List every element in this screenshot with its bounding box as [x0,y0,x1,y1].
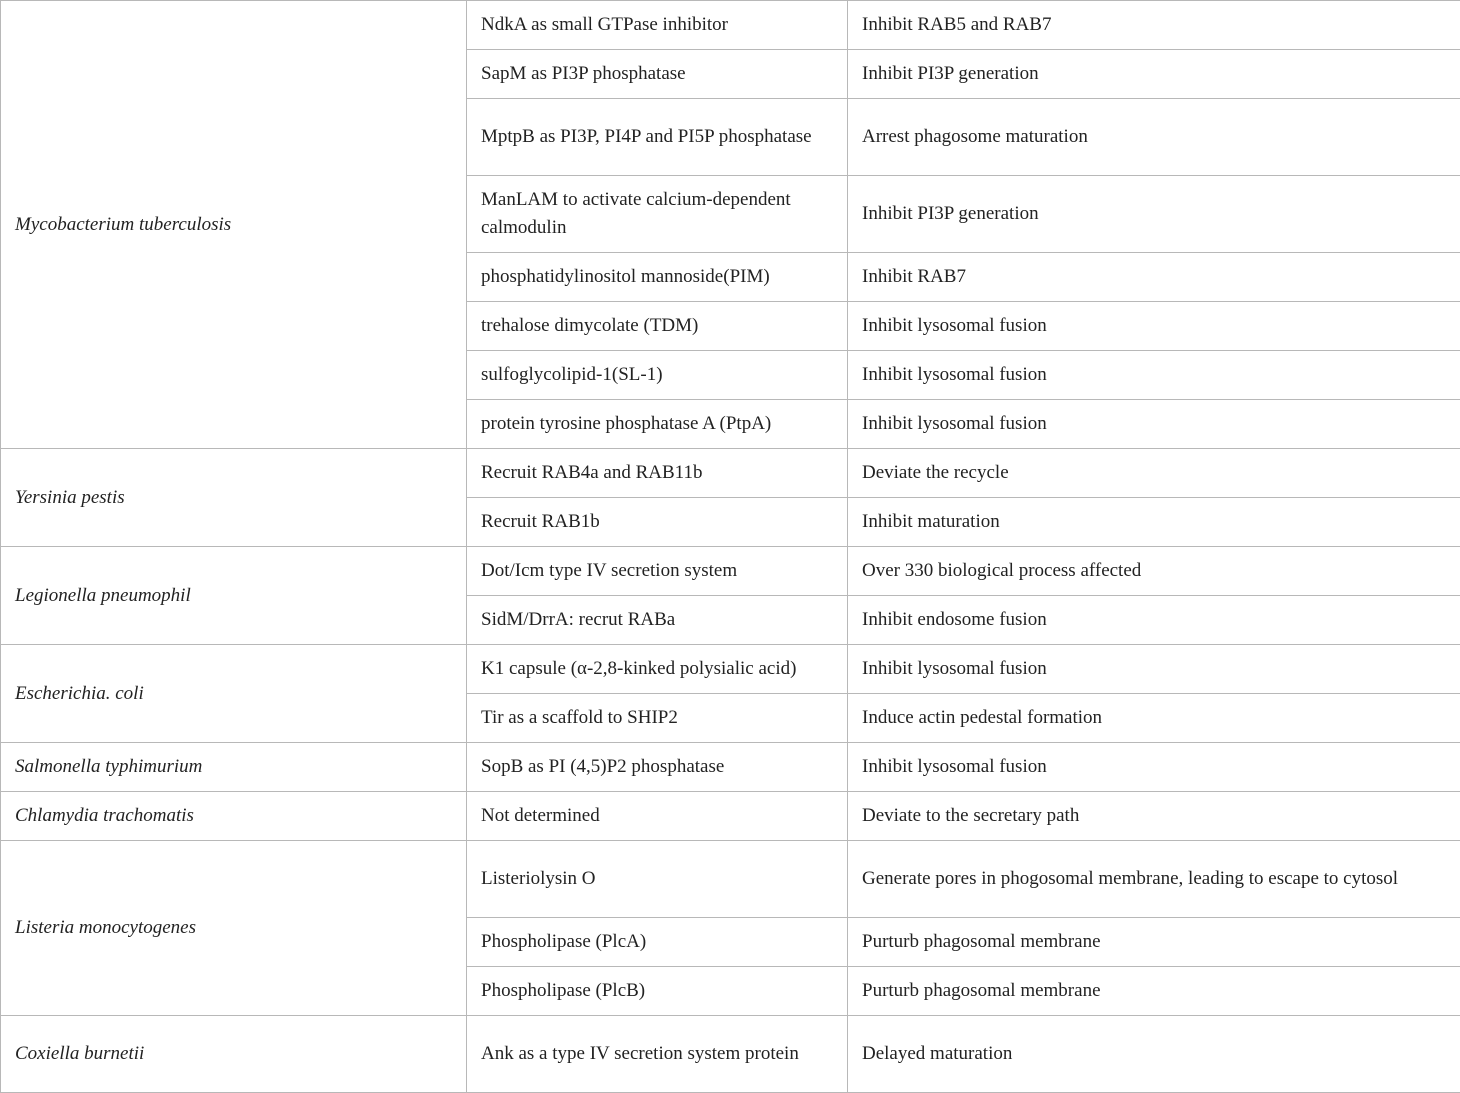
mechanism-cell: NdkA as small GTPase inhibitor [467,1,848,50]
effect-cell: Inhibit PI3P generation [848,50,1460,99]
effect-cell: Induce actin pedestal formation [848,694,1460,743]
table-row [1,645,1460,694]
mechanism-cell: SopB as PI (4,5)P2 phosphatase [467,743,848,792]
mechanism-cell: SidM/DrrA: recrut RABa [467,596,848,645]
table-row [1,841,1460,918]
effect-cell: Inhibit lysosomal fusion [848,645,1460,694]
effect-cell: Deviate the recycle [848,449,1460,498]
mechanism-cell: Ank as a type IV secretion system protein [467,1016,848,1093]
effect-cell: Inhibit endosome fusion [848,596,1460,645]
mechanism-cell: MptpB as PI3P, PI4P and PI5P phosphatase [467,99,848,176]
effect-cell: Inhibit lysosomal fusion [848,743,1460,792]
mechanism-cell: ManLAM to activate calcium-dependent calmodulin [467,176,848,253]
table-row [1,1016,1460,1093]
effect-cell: Purturb phagosomal membrane [848,967,1460,1016]
organism-cell: Escherichia. coli [1,645,467,743]
table-row [1,1,1460,50]
table-row [1,547,1460,596]
effect-cell: Arrest phagosome maturation [848,99,1460,176]
mechanism-cell: SapM as PI3P phosphatase [467,50,848,99]
effect-cell: Inhibit lysosomal fusion [848,400,1460,449]
organism-cell: Yersinia pestis [1,449,467,547]
mechanism-cell: Phospholipase (PlcB) [467,967,848,1016]
mechanism-cell: phosphatidylinositol mannoside(PIM) [467,253,848,302]
mechanism-cell: Recruit RAB1b [467,498,848,547]
effect-cell: Delayed maturation [848,1016,1460,1093]
mechanism-cell: Recruit RAB4a and RAB11b [467,449,848,498]
effect-cell: Inhibit lysosomal fusion [848,302,1460,351]
effect-cell: Inhibit lysosomal fusion [848,351,1460,400]
mechanism-cell: Listeriolysin O [467,841,848,918]
organism-cell: Legionella pneumophil [1,547,467,645]
effect-cell: Over 330 biological process affected [848,547,1460,596]
mechanism-cell: Dot/Icm type IV secretion system [467,547,848,596]
effect-cell: Inhibit RAB7 [848,253,1460,302]
table-row [1,792,1460,841]
effect-cell: Generate pores in phogosomal membrane, leading to escape to cytosol [848,841,1460,918]
effect-cell: Deviate to the secretary path [848,792,1460,841]
mechanism-cell: Not determined [467,792,848,841]
organism-cell: Chlamydia trachomatis [1,792,467,841]
table-row [1,449,1460,498]
organism-cell: Mycobacterium tuberculosis [1,1,467,449]
organism-cell: Listeria monocytogenes [1,841,467,1016]
organism-cell: Salmonella typhimurium [1,743,467,792]
mechanism-cell: Phospholipase (PlcA) [467,918,848,967]
effect-cell: Purturb phagosomal membrane [848,918,1460,967]
mechanism-cell: trehalose dimycolate (TDM) [467,302,848,351]
effect-cell: Inhibit RAB5 and RAB7 [848,1,1460,50]
mechanism-cell: K1 capsule (α-2,8-kinked polysialic acid) [467,645,848,694]
mechanism-cell: sulfoglycolipid-1(SL-1) [467,351,848,400]
effect-cell: Inhibit PI3P generation [848,176,1460,253]
mechanism-cell: protein tyrosine phosphatase A (PtpA) [467,400,848,449]
mechanism-cell: Tir as a scaffold to SHIP2 [467,694,848,743]
table-row [1,743,1460,792]
organism-cell: Coxiella burnetii [1,1016,467,1093]
effect-cell: Inhibit maturation [848,498,1460,547]
